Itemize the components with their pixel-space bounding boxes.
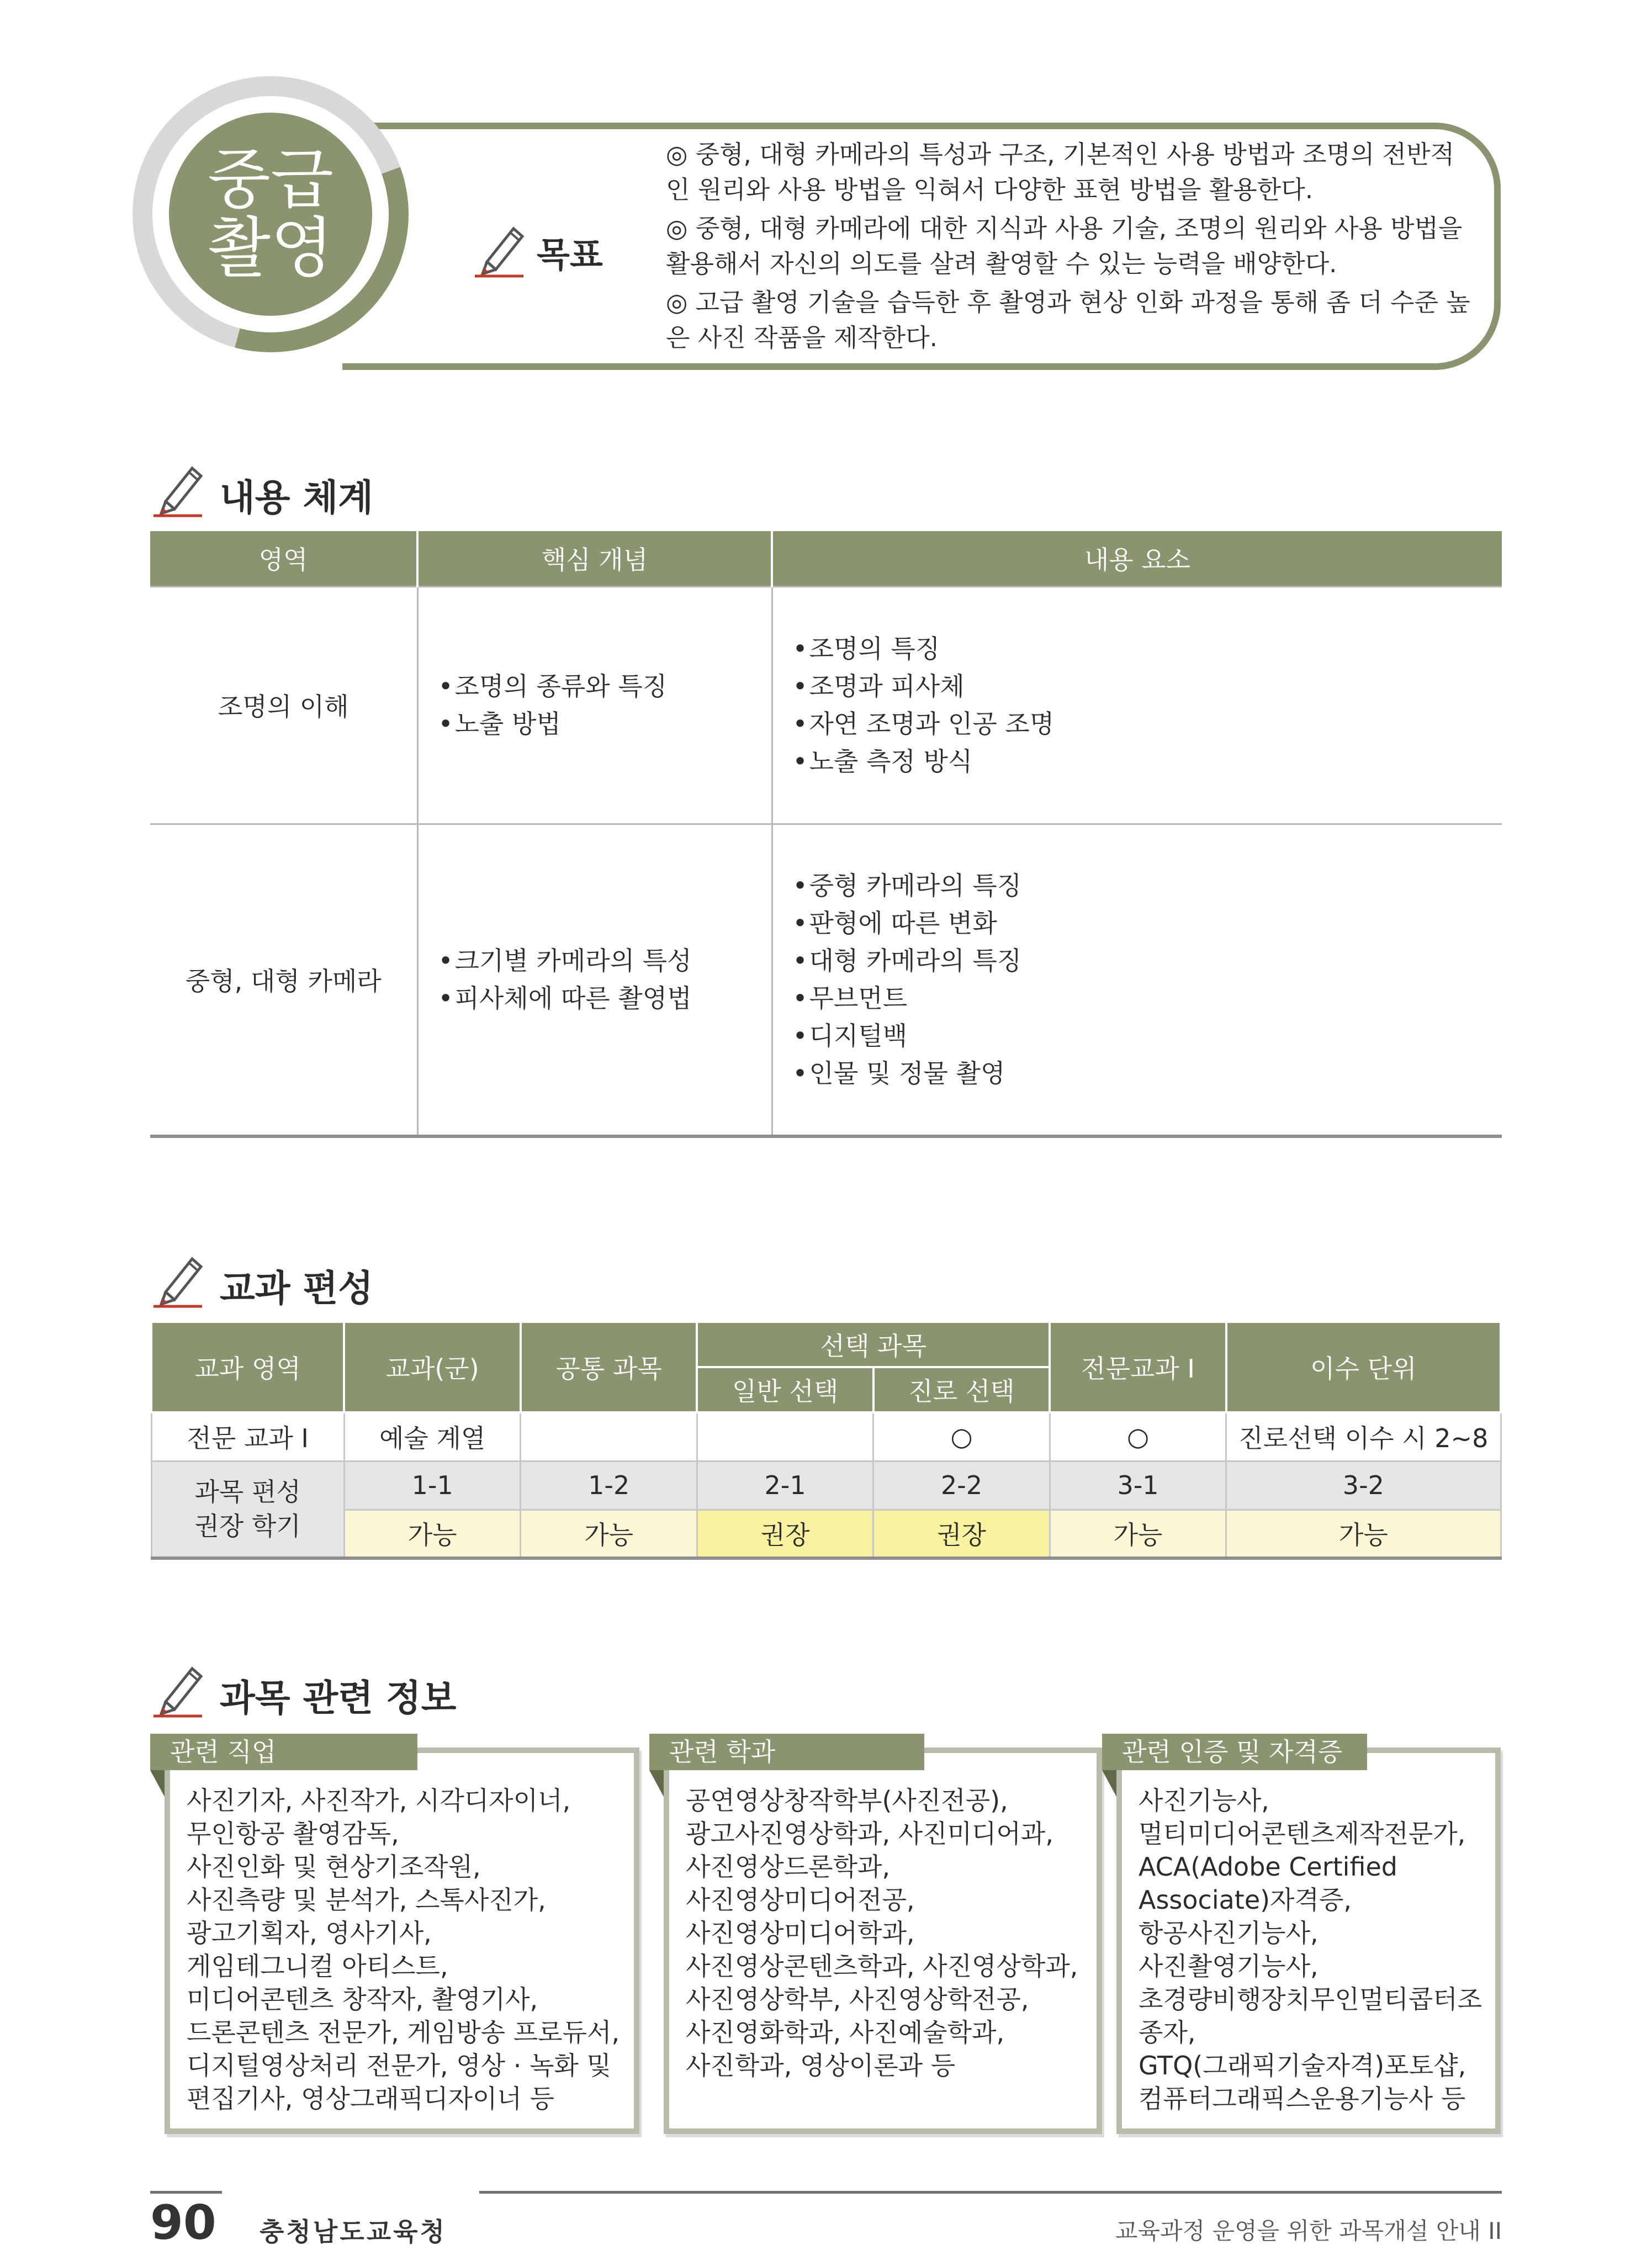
list-item: ACA(Adobe Certified: [1139, 1852, 1397, 1882]
list-item: • 대형 카메라의 특징: [793, 942, 1502, 979]
list-item: 무인항공 촬영감독,: [187, 1819, 399, 1849]
list-item: • 조명의 특징: [793, 630, 1502, 668]
jobs-list: [187, 1784, 620, 2115]
content-system-table: [150, 531, 1502, 1138]
header-subject-group: 교과(군): [344, 1323, 521, 1412]
element-cell: [772, 824, 1502, 1136]
header-content-elements: 내용 요소: [772, 531, 1502, 586]
area-cell: 중형, 대형 카메라: [150, 824, 417, 1136]
list-item: • 무브먼트: [793, 979, 1502, 1017]
list-item: • 노출 방법: [438, 705, 771, 743]
list-item: 사진학과, 영상이론과 등: [686, 2051, 956, 2080]
header-common: 공통 과목: [521, 1323, 697, 1412]
goal-item-1: ◎ 중형, 대형 카메라의 특성과 구조, 기본적인 사용 방법과 조명의 전반적인 원리와 사용 방법을 익혀서 다양한 표현 방법을 활용한다.: [666, 140, 1455, 204]
list-item: 사진영상드론학과,: [686, 1852, 891, 1882]
availability-cell: 권장: [873, 1510, 1050, 1558]
availability-cell: 가능: [344, 1510, 521, 1558]
header-special: 전문교과 I: [1050, 1323, 1226, 1412]
list-item: 사진영상콘텐츠학과, 사진영상학과,: [686, 1951, 1078, 1981]
table-row: [150, 586, 1502, 824]
header-subject-area: 교과 영역: [151, 1323, 344, 1412]
list-item: 초경량비행장치무인멀티콥터조종자,: [1139, 1984, 1482, 2047]
curriculum-title: 교과 편성: [220, 1267, 374, 1310]
availability-cell: 가능: [1050, 1510, 1226, 1558]
list-item: 드론콘텐츠 전문가, 게임방송 프로듀서,: [187, 2018, 620, 2047]
jobs-box: [165, 1748, 639, 2134]
semester-cell: 3-1: [1050, 1461, 1226, 1510]
list-item: 사진인화 및 현상기조작원,: [187, 1852, 481, 1882]
table-cell: 예술 계열: [344, 1412, 521, 1461]
list-item: • 조명의 종류와 특징: [438, 668, 771, 705]
list-item: 항공사진기능사,: [1139, 1918, 1319, 1948]
list-item: GTQ(그래픽기술자격)포토샵,: [1139, 2051, 1466, 2080]
footer-rule-right: [479, 2191, 1502, 2194]
table-cell: [697, 1412, 873, 1461]
list-item: • 판형에 따른 변화: [793, 904, 1502, 942]
list-item: • 인물 및 정물 촬영: [793, 1055, 1502, 1092]
semester-cell: 3-2: [1226, 1461, 1501, 1510]
semester-cell: 2-2: [873, 1461, 1050, 1510]
list-item: 공연영상창작학부(사진전공),: [686, 1786, 1008, 1815]
subject-badge: [169, 113, 372, 316]
header-credits: 이수 단위: [1226, 1323, 1501, 1412]
goal-item-3: ◎ 고급 촬영 기술을 습득한 후 촬영과 현상 인화 과정을 통해 좀 더 수준 높은 사진 작품을 제작한다.: [666, 288, 1470, 352]
semester-cell: 2-1: [697, 1461, 873, 1510]
certificates-list: [1139, 1784, 1495, 2115]
list-item: Associate)자격증,: [1139, 1885, 1352, 1915]
list-item: 사진영상미디어학과,: [686, 1918, 915, 1948]
list-item: 미디어콘텐츠 창작자, 촬영기사,: [187, 1984, 538, 2014]
semester-cell: 1-2: [521, 1461, 697, 1510]
element-cell: [772, 586, 1502, 824]
pencil-icon: [470, 219, 531, 279]
list-item: • 노출 측정 방식: [793, 743, 1502, 780]
list-item: 사진기자, 사진작가, 시각디자이너,: [187, 1786, 571, 1815]
related-info-title: 과목 관련 정보: [220, 1677, 457, 1719]
badge-line-2: 촬영: [208, 210, 333, 286]
curriculum-table: [150, 1323, 1502, 1560]
table-row: [151, 1461, 1501, 1510]
badge-line-1: 중급: [208, 141, 333, 218]
list-item: 사진영화학과, 사진예술학과,: [686, 2018, 1005, 2047]
list-item: • 피사체에 따른 촬영법: [438, 979, 771, 1017]
certificates-tag: 관련 인증 및 자격증: [1102, 1734, 1367, 1770]
list-item: 컴퓨터그래픽스운용기능사 등: [1139, 2084, 1466, 2114]
table-cell: 전문 교과 I: [151, 1412, 344, 1461]
list-item: 사진기능사,: [1139, 1786, 1269, 1815]
table-cell: ○: [1050, 1412, 1226, 1461]
goal-label: 목표: [537, 235, 603, 275]
availability-cell: 권장: [697, 1510, 873, 1558]
list-item: 사진촬영기능사,: [1139, 1951, 1319, 1981]
departments-box: [664, 1748, 1102, 2134]
availability-cell: 가능: [521, 1510, 697, 1558]
list-item: 사진측량 및 분석가, 스톡사진가,: [187, 1885, 546, 1915]
list-item: 광고기획자, 영사기사,: [187, 1918, 432, 1948]
table-row: [150, 824, 1502, 1136]
semester-label: 과목 편성 권장 학기: [151, 1461, 344, 1558]
publisher: 충청남도교육청: [260, 2217, 447, 2247]
concept-cell: [417, 586, 772, 824]
list-item: • 중형 카메라의 특징: [793, 867, 1502, 904]
availability-cell: 가능: [1226, 1510, 1501, 1558]
pencil-icon: [149, 458, 210, 519]
jobs-tag: 관련 직업: [150, 1734, 417, 1770]
concept-cell: [417, 824, 772, 1136]
list-item: 사진영상학부, 사진영상학전공,: [686, 1984, 1029, 2014]
header-elective: 선택 과목: [697, 1323, 1050, 1367]
list-item: 게임테그니컬 아티스트,: [187, 1951, 448, 1981]
header-area: 영역: [150, 531, 417, 586]
list-item: 편집기사, 영상그래픽디자이너 등: [187, 2084, 554, 2114]
header-general-elective: 일반 선택: [697, 1367, 873, 1412]
list-item: • 조명과 피사체: [793, 668, 1502, 705]
goal-item-2: ◎ 중형, 대형 카메라에 대한 지식과 사용 기술, 조명의 원리와 사용 방법을 활용해서 자신의 의도를 살려 촬영할 수 있는 능력을 배양한다.: [666, 214, 1463, 278]
list-item: 멀티미디어콘텐츠제작전문가,: [1139, 1819, 1466, 1849]
pencil-icon: [149, 1659, 210, 1719]
page-number: 90: [150, 2195, 216, 2251]
departments-list: [686, 1784, 1078, 2082]
table-cell: 진로선택 이수 시 2~8: [1226, 1412, 1501, 1461]
list-item: • 크기별 카메라의 특성: [438, 942, 771, 979]
list-item: 사진영상미디어전공,: [686, 1885, 915, 1915]
list-item: 광고사진영상학과, 사진미디어과,: [686, 1819, 1053, 1849]
table-cell: ○: [873, 1412, 1050, 1461]
semester-cell: 1-1: [344, 1461, 521, 1510]
goal-list: [634, 137, 1473, 359]
departments-tag: 관련 학과: [649, 1734, 924, 1770]
pencil-icon: [149, 1249, 210, 1310]
list-item: 디지털영상처리 전문가, 영상 · 녹화 및: [187, 2051, 611, 2080]
area-cell: 조명의 이해: [150, 586, 417, 824]
goal-box-bottom-line: [342, 363, 453, 370]
list-item: • 디지털백: [793, 1017, 1502, 1055]
table-row: [151, 1510, 1501, 1558]
certificates-box: [1116, 1748, 1501, 2134]
document-title: 교육과정 운영을 위한 과목개설 안내 II: [1115, 2217, 1502, 2244]
header-career-elective: 진로 선택: [873, 1367, 1050, 1412]
header-core-concept: 핵심 개념: [417, 531, 772, 586]
list-item: • 자연 조명과 인공 조명: [793, 705, 1502, 743]
content-system-title: 내용 체계: [220, 476, 374, 519]
table-cell: [521, 1412, 697, 1461]
footer-rule-left: [150, 2191, 222, 2194]
table-row: [151, 1412, 1501, 1461]
